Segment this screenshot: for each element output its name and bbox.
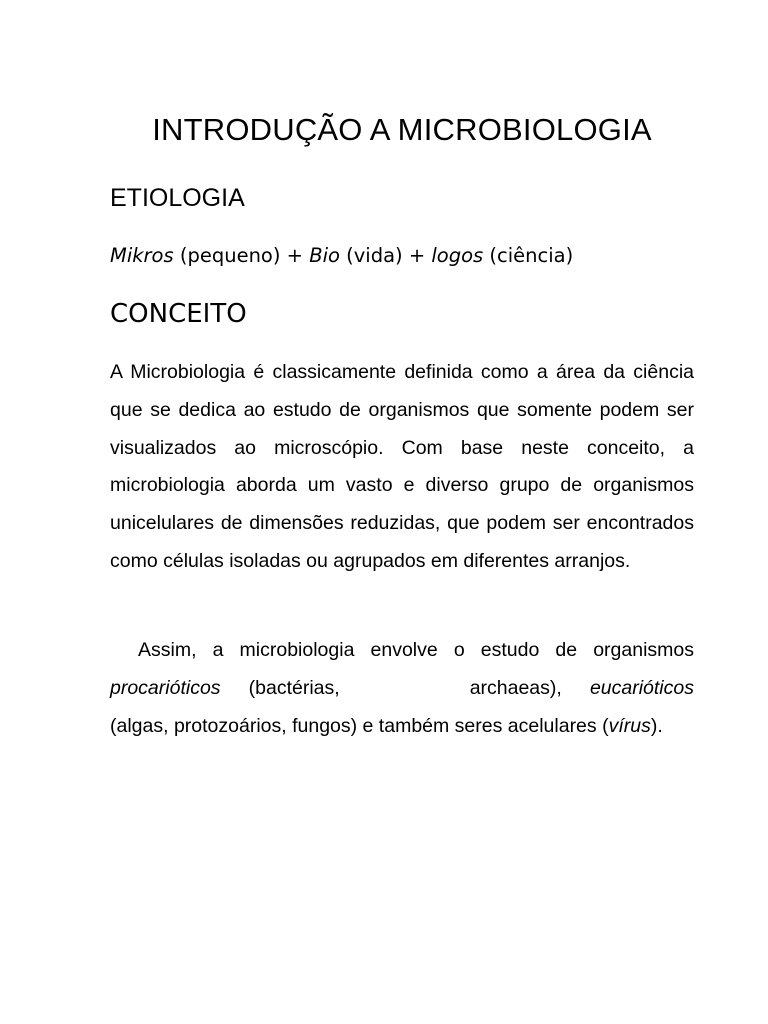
term-procarioticos: procarióticos <box>110 676 221 699</box>
term-logos: logos <box>431 244 484 267</box>
p2-text-5: ). <box>650 714 663 737</box>
term-bio: Bio <box>309 244 340 267</box>
meaning-mikros: (pequeno) + <box>173 244 310 267</box>
concept-paragraph-2 <box>110 632 694 745</box>
term-eucarioticos: eucarióticos <box>589 676 694 699</box>
p2-text-4: (algas, protozoários, fungos) e também seres acelulares ( <box>110 714 609 737</box>
p2-text-1: Assim, a microbiologia envolve o estudo de organismos <box>138 639 694 661</box>
etymology-line <box>110 240 573 272</box>
etiologia-heading: ETIOLOGIA <box>110 184 245 212</box>
term-virus: vírus <box>608 714 651 737</box>
concept-paragraph-1: A Microbiologia é classicamente definida como a área da ciência que se dedica ao estudo de organismos que somente podem ser visualizados ao microscópio. Com base neste conceito, a microbiologia aborda um vasto e diverso grupo de organismos unicelulares de dimensões reduzidas, que podem ser encontrados como células isoladas ou agrupados em diferentes arranjos. <box>110 361 694 572</box>
conceito-heading: CONCEITO <box>110 299 247 329</box>
term-mikros: Mikros <box>110 244 174 267</box>
meaning-logos: (ciência) <box>483 244 574 267</box>
meaning-bio: (vida) + <box>339 244 432 267</box>
document-title: INTRODUÇÃO A MICROBIOLOGIA <box>152 112 652 147</box>
p2-text-3: archaeas), <box>469 676 590 699</box>
p2-text-2: (bactérias, <box>220 676 340 699</box>
